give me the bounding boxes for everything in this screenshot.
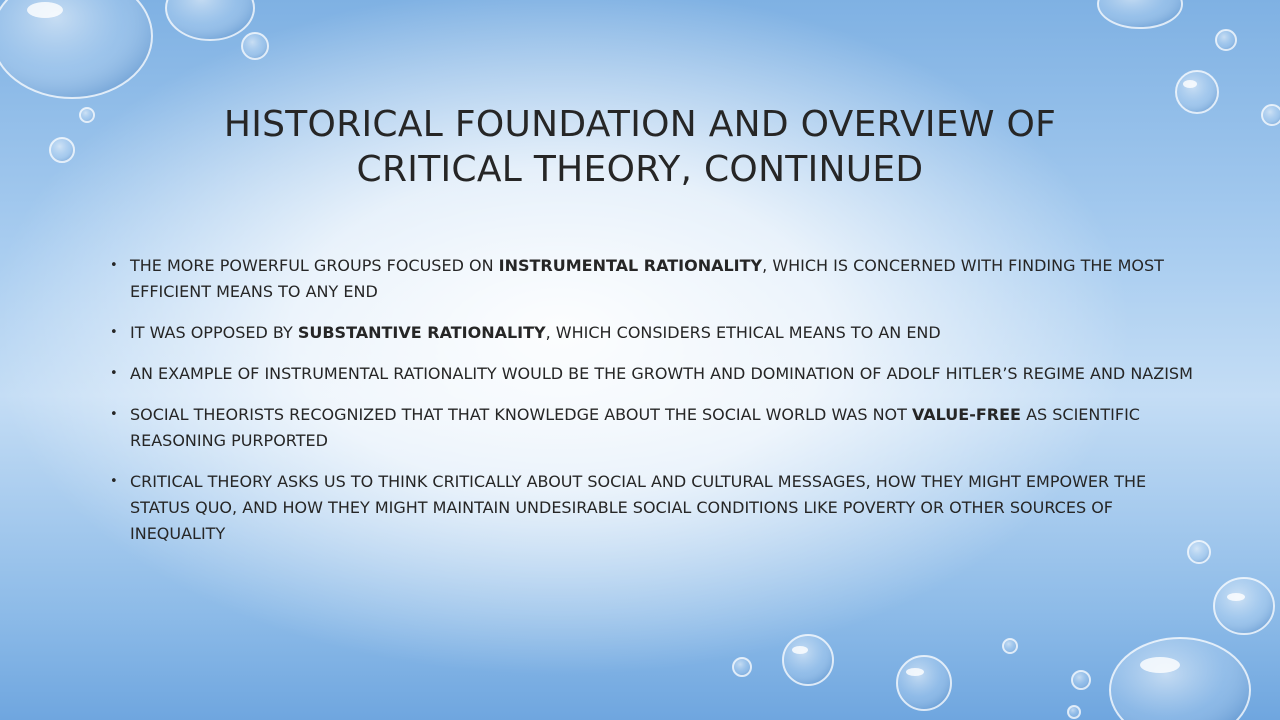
bullet-icon: • — [110, 474, 118, 489]
bullet-text: AS SCIENTIFIC REASONING PURPORTED — [130, 405, 1140, 450]
bullet-text: , WHICH CONSIDERS ETHICAL MEANS TO AN END — [545, 323, 941, 342]
droplet — [166, 0, 254, 40]
droplet — [1110, 638, 1250, 720]
droplet — [783, 635, 833, 685]
bullet-text: SOCIAL THEORISTS RECOGNIZED THAT THAT KNOWLEDGE ABOUT THE SOCIAL WORLD WAS NOT — [130, 405, 912, 424]
bullet-item-substantive-rationality — [110, 320, 1200, 346]
droplet — [1176, 71, 1218, 113]
droplet — [1003, 639, 1017, 653]
droplet — [733, 658, 751, 676]
droplet — [897, 656, 951, 710]
droplet — [80, 108, 94, 122]
droplet — [1262, 105, 1280, 125]
bullet-emphasis: VALUE-FREE — [912, 405, 1021, 424]
droplet — [1216, 30, 1236, 50]
bullet-icon: • — [110, 258, 118, 273]
droplet — [1068, 706, 1080, 718]
bullet-item-critical-theory — [110, 469, 1200, 547]
slide-title — [140, 102, 1140, 192]
bullet-item-value-free — [110, 402, 1200, 454]
bullet-emphasis: INSTRUMENTAL RATIONALITY — [498, 256, 763, 275]
bullet-text: IT WAS OPPOSED BY — [130, 323, 298, 342]
bullet-text: CRITICAL THEORY ASKS US TO THINK CRITICALLY ABOUT SOCIAL AND CULTURAL MESSAGES, HOW THEY MIGHT EMPOWER THE STATUS QUO, AND HOW THEY MIGHT MAINTAIN UNDESIRABLE SOCIAL CONDITIONS LIKE POVERTY OR OTHER SOURCES OF INEQUALITY — [130, 472, 1147, 543]
bullet-text: , WHICH IS CONCERNED WITH FINDING THE MOST EFFICIENT MEANS TO ANY END — [130, 256, 1164, 301]
title-line-1: HISTORICAL FOUNDATION AND OVERVIEW OF — [223, 104, 1057, 145]
bullet-icon: • — [110, 366, 118, 381]
droplet — [1214, 578, 1274, 634]
bullet-icon: • — [110, 407, 118, 422]
title-line-2: CRITICAL THEORY, CONTINUED — [356, 149, 924, 190]
droplet — [242, 33, 268, 59]
bullet-item-example — [110, 361, 1200, 387]
droplet — [1072, 671, 1090, 689]
bullet-icon: • — [110, 325, 118, 340]
bullet-text: THE MORE POWERFUL GROUPS FOCUSED ON — [130, 256, 499, 275]
bullet-emphasis: SUBSTANTIVE RATIONALITY — [297, 323, 546, 342]
droplet — [0, 0, 152, 98]
bullet-item-instrumental-rationality — [110, 253, 1200, 305]
droplet — [1098, 0, 1182, 28]
bullet-text: AN EXAMPLE OF INSTRUMENTAL RATIONALITY WOULD BE THE GROWTH AND DOMINATION OF ADOLF HITLER’S REGIME AND NAZISM — [130, 364, 1193, 383]
bullet-list — [110, 253, 1200, 562]
droplet — [50, 138, 74, 162]
